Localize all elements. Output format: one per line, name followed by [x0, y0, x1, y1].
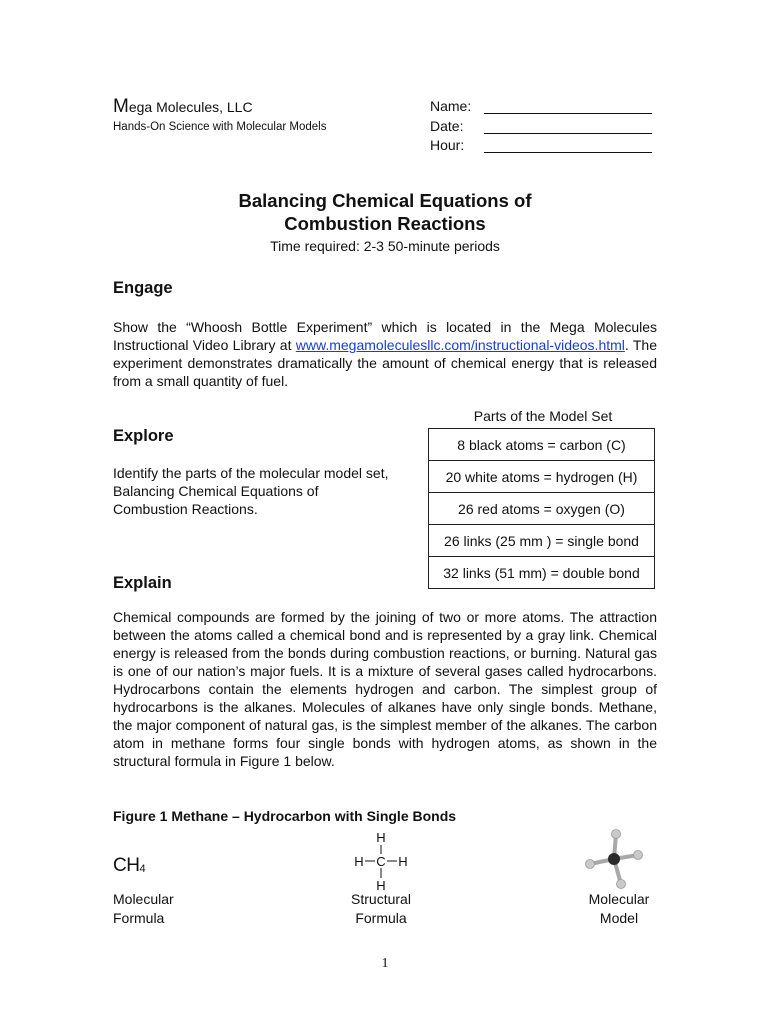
name-field[interactable] [484, 113, 652, 114]
caption-line: Model [599, 910, 639, 926]
structural-atom-left: H [354, 854, 364, 869]
hour-label: Hour: [430, 137, 465, 153]
company-name [113, 96, 253, 118]
molecular-model-caption [569, 890, 669, 928]
table-row [429, 557, 655, 589]
video-library-link[interactable]: www.megamoleculesllc.com/instructional-videos.html [295, 337, 625, 353]
structural-formula-caption [331, 890, 431, 928]
table-cell: 8 black atoms = carbon (C) [429, 429, 655, 461]
explore-paragraph: Identify the parts of the molecular model set, Balancing Chemical Equations of Combustion Reactions. [113, 465, 389, 517]
hydrogen-atom [612, 830, 621, 839]
engage-heading: Engage [113, 279, 173, 297]
structural-atom-top: H [376, 830, 386, 845]
caption-line: Formula [113, 910, 165, 926]
explain-paragraph: Chemical compounds are formed by the joining of two or more atoms. The attraction between the atoms called a chemical bond and is represented by a gray link. Chemical energy is released from the bonds during combustion reactions, or burning. Natural gas is one of our nation’s major fuels. It is a mixture of several gases called hydrocarbons. Hydrocarbons contain the elements hydrogen and carbon. The simplest group of hydrocarbons is the alkanes. Molecules of alkanes have only single bonds. Methane, the major component of natural gas, is the simplest member of the alkanes. The carbon atom in methane forms four single bonds with hydrogen atoms, as shown in the structural formula in Figure 1 below. [113, 609, 657, 769]
molecular-formula [113, 855, 145, 877]
date-label: Date: [430, 118, 464, 134]
carbon-atom [608, 853, 620, 865]
table-row [429, 429, 655, 461]
model-set-caption: Parts of the Model Set [473, 408, 613, 424]
hour-field[interactable] [484, 152, 652, 153]
engage-text-before: Show the “Whoosh Bottle Experiment” which is located in the Mega Molecules Instructional Video Library at [113, 319, 657, 353]
caption-line: Molecular [588, 891, 650, 907]
page-number: 1 [381, 956, 389, 971]
structural-atom-bottom: H [376, 878, 386, 893]
hydrogen-atom [617, 880, 626, 889]
table-cell: 32 links (51 mm) = double bond [429, 557, 655, 589]
model-set-table [428, 428, 655, 589]
table-row [429, 525, 655, 557]
caption-line: Molecular [113, 891, 174, 907]
table-cell: 26 red atoms = oxygen (O) [429, 493, 655, 525]
page-title-line-2: Combustion Reactions [284, 213, 486, 234]
engage-text-after: . The experiment demonstrates dramatically the amount of chemical energy that is released from a small quantity of fuel. [113, 337, 657, 389]
explore-heading: Explore [113, 427, 174, 445]
name-label: Name: [430, 98, 472, 114]
explain-heading: Explain [113, 574, 172, 592]
page-title-line-1: Balancing Chemical Equations of [238, 190, 532, 211]
engage-paragraph [113, 318, 657, 390]
caption-line: Formula [355, 910, 407, 926]
date-field[interactable] [484, 133, 652, 134]
company-initial: M [113, 96, 129, 117]
structural-formula [345, 828, 417, 894]
hydrogen-atom [586, 860, 595, 869]
figure-1-title: Figure 1 Methane – Hydrocarbon with Single Bonds [113, 808, 457, 824]
molecular-formula-caption [113, 890, 174, 928]
company-tagline: Hands-On Science with Molecular Models [113, 121, 327, 133]
formula-main: CH [113, 855, 140, 876]
structural-atom-center: C [376, 854, 386, 869]
table-cell: 20 white atoms = hydrogen (H) [429, 461, 655, 493]
caption-line: Structural [351, 891, 411, 907]
table-row [429, 461, 655, 493]
structural-atom-right: H [398, 854, 408, 869]
table-row [429, 493, 655, 525]
time-required: Time required: 2-3 50-minute periods [270, 238, 500, 254]
molecular-model-image [584, 826, 646, 890]
hydrogen-atom [634, 851, 643, 860]
company-name-rest: ega Molecules, LLC [128, 99, 253, 115]
formula-subscript: 4 [139, 863, 146, 875]
table-cell: 26 links (25 mm ) = single bond [429, 525, 655, 557]
